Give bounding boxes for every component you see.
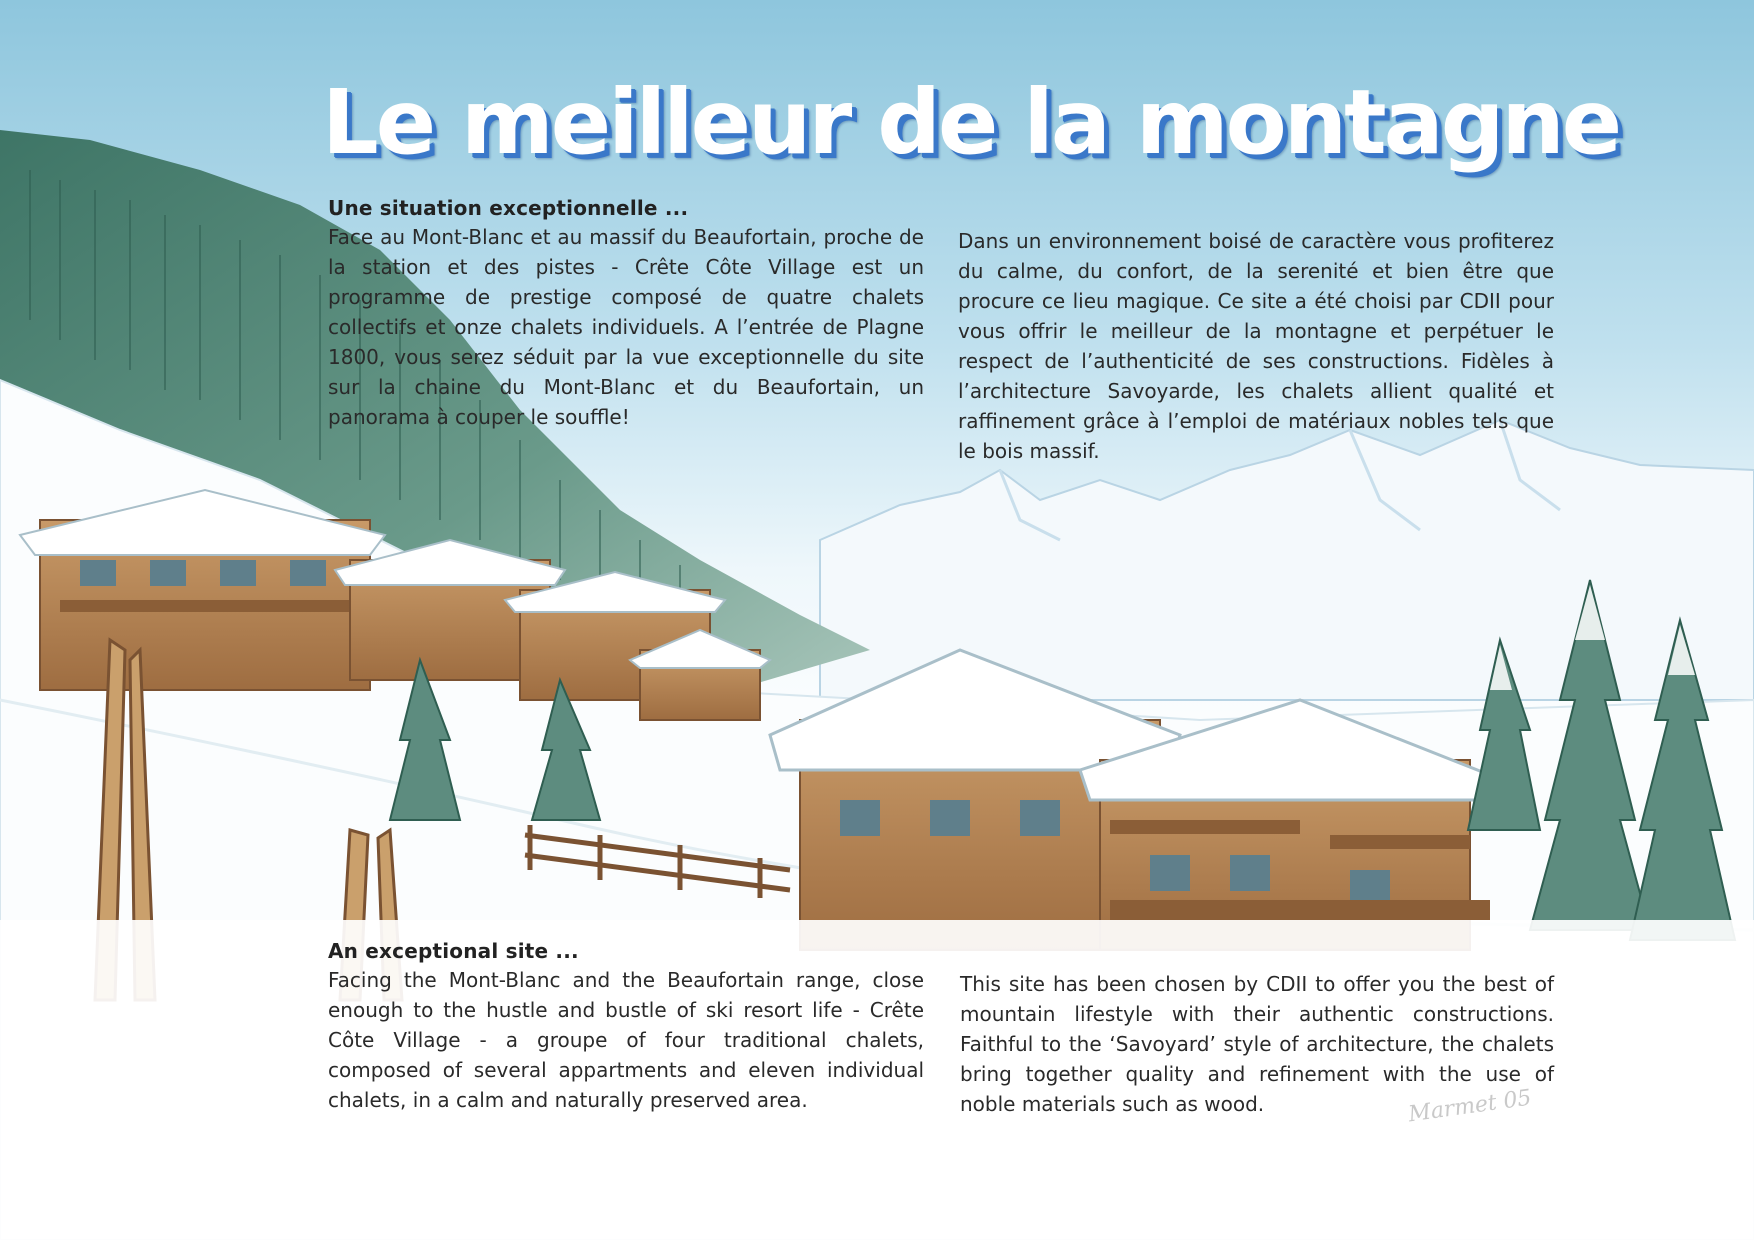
english-paragraph-2: This site has been chosen by CDII to offer you the best of mountain lifestyle with their authentic constructions. Faithful to the ‘Savoyard’ style of architecture, the chalets bring together quality and refinement with the use of noble materials such as wood. [960,972,1554,1116]
french-heading: Une situation exceptionnelle ... [328,196,689,220]
french-paragraph-2: Dans un environnement boisé de caractère vous profiterez du calme, du confort, de la serenité et bien être que procure ce lieu magique. Ce site a été choisi par CDII pour vous offrir le meilleur de la montagne et perpétuer le respect de l’authenticité de ses constructions. Fidèles à l’architecture Savoyarde, les chalets allient qualité et raffinement grâce à l’emploi de matériaux nobles tels que le bois massif. [958,229,1554,463]
page-title: Le meilleur de la montagne [322,70,1620,174]
artist-signature: Marmet 05 [1406,1085,1534,1128]
english-paragraph-1: Facing the Mont-Blanc and the Beaufortain range, close enough to the hustle and bustle of ski resort life - Crête Côte Village - a groupe of four traditional chalets, composed of several appartments and eleven individual chalets, in a calm and naturally preserved area. [328,968,924,1112]
english-section [328,939,924,1115]
french-section [328,196,924,432]
english-heading: An exceptional site ... [328,939,579,963]
french-paragraph-1: Face au Mont-Blanc et au massif du Beaufortain, proche de la station et des pistes - Crête Côte Village est un programme de prestige composé de quatre chalets collectifs et onze chalets individuels. A l’entrée de Plagne 1800, vous serez séduit par la vue exceptionnelle du site sur la chaine du Mont-Blanc et du Beaufortain, un panorama à couper le souffle! [328,225,924,429]
french-section-continued [958,226,1554,466]
